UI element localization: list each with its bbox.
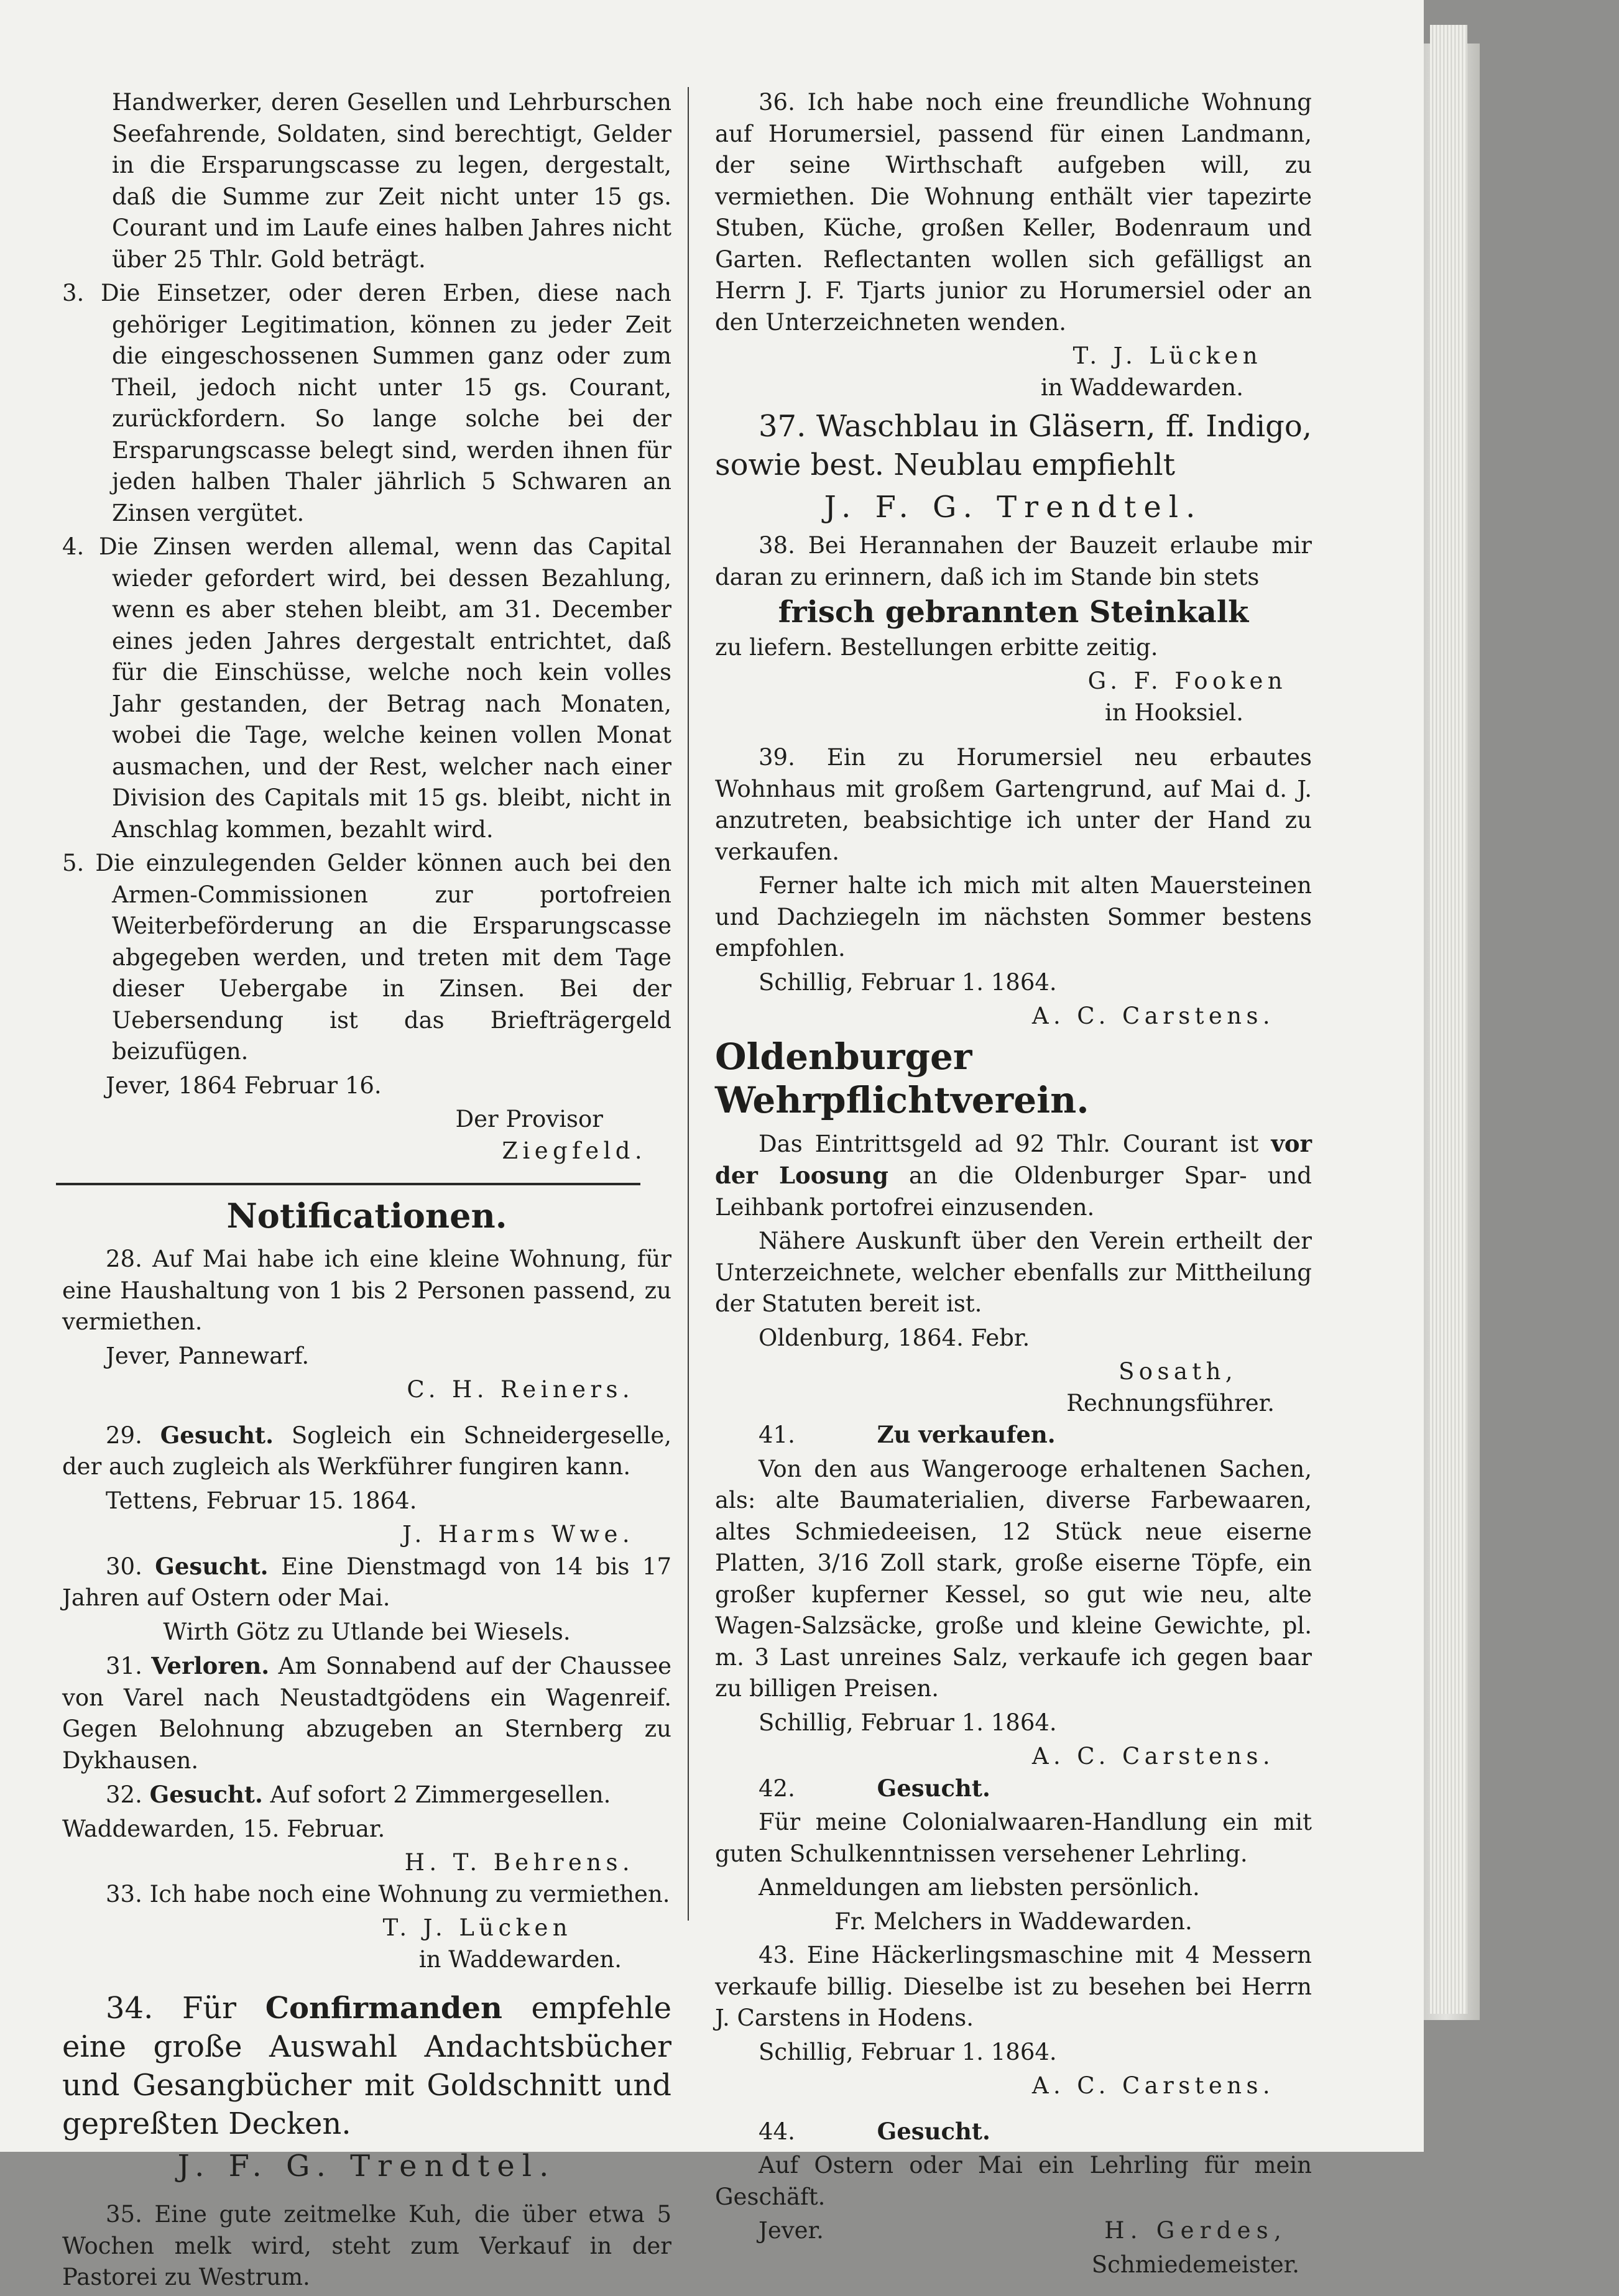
notice-42-b: Anmeldungen am liebsten persönlich. <box>759 1874 1200 1901</box>
notice-headline: Gesucht. <box>877 2117 990 2145</box>
notice-headline: Gesucht. <box>160 1421 274 1449</box>
notice-42-title <box>715 1773 1312 1805</box>
notice-41: Von den aus Wangerooge erhaltenen Sachen, als: alte Baumaterialien, diverse Farbewaaren, altes Schmiedeeisen, 12 Stück neue eiserne Platten, 3/16 Zoll stark, große eiserne Töpfe, ein großer kupferner Kessel, so gut wie neu, alte Wagen-Salzsäcke, große und kleine Gewichte, pl. m. 3 Last unreines Salz, verkaufe ich gegen baar zu billigen Preisen. <box>715 1455 1312 1702</box>
notice-number: 30. <box>106 1553 142 1580</box>
verein-text: Das Eintrittsgeld ad 92 Thlr. Courant ist <box>759 1130 1259 1157</box>
notice-35: 35. Eine gute zeitmelke Kuh, die über etwa 5 Wochen melk wird, steht zum Verkauf in der Pastorei zu Westrum. <box>62 2201 671 2290</box>
paragraph-3: 3. Die Einsetzer, oder deren Erben, diese nach gehöriger Legitimation, können zu jeder Zeit die eingeschossenen Summen ganz oder zum Theil, jedoch nicht unter 15 gs. Courant, zurückfordern. So lange solche bei der Ersparungscasse belegt sind, werden ihnen für jeden halben Thaler jährlich 5 Schwaren an Zinsen vergütet. <box>62 280 671 526</box>
notice-33: 33. Ich habe noch eine Wohnung zu vermiethen. <box>106 1880 670 1908</box>
notice-44-role: Schmiedemeister. <box>1091 2251 1299 2278</box>
notice-44: Auf Ostern oder Mai ein Lehrling für mein Geschäft. <box>715 2152 1312 2210</box>
notice-42-signature: Fr. Melchers in Waddewarden. <box>834 1908 1192 1935</box>
notice-text: Auf sofort 2 Zimmergesellen. <box>270 1781 611 1808</box>
signature-title: Der Provisor <box>455 1106 603 1132</box>
notice-headline: Gesucht. <box>149 1781 263 1808</box>
notice-36: 36. Ich habe noch eine freundliche Wohnung auf Horumersiel, passend für einen Landmann, der seine Wirthschaft aufgeben will, zu vermiethen. Die Wohnung enthält vier tapezirte Stuben, Küche, großen Keller, Bodenraum und Garten. Reflectanten wollen sich gefälligst an Herrn J. F. Tjarts junior zu Horumersiel oder an den Unterzeichneten wenden. <box>715 89 1312 336</box>
notice-29-place: Tettens, Februar 15. 1864. <box>106 1487 417 1514</box>
notice-29-signature: J. Harms Wwe. <box>402 1521 634 1548</box>
verein-paragraph-2: Nähere Auskunft über den Verein ertheilt der Unterzeichnete, welcher ebenfalls zur Mittheilung der Statuten bereit ist. <box>715 1228 1312 1317</box>
notice-headline: Confirmanden <box>265 1991 502 2026</box>
paragraph-4: 4. Die Zinsen werden allemal, wenn das Capital wieder gefordert wird, bei dessen Bezahlung, wenn es aber stehen bleibt, am 31. December eines jeden Jahres dergestalt entrichtet, daß für die Einschüsse, welche noch kein volles Jahr gestanden, der Betrag nach Monaten, wobei die Tage, welche keinen vollen Monat ausmachen, und der Rest, welcher nach einer Division des Capitals mit 15 gs. bleibt, nicht in Anschlag kommen, bezahlt wird. <box>62 533 671 843</box>
verein-text: an die Oldenburger Spar- und Leihbank portofrei einzusenden. <box>715 1162 1312 1221</box>
notice-41-signature: A. C. Carstens. <box>1031 1743 1275 1770</box>
notice-text: Sogleich ein Schneidergeselle, der auch zugleich als Werkführer fungiren kann. <box>62 1421 671 1480</box>
column-divider <box>688 87 689 1921</box>
notice-36-place: in Waddewarden. <box>1040 374 1243 401</box>
notice-38-signature: G. F. Fooken <box>1087 668 1287 694</box>
notice-43-place: Schillig, Februar 1. 1864. <box>759 2038 1057 2065</box>
notice-number: 44. <box>759 2118 795 2145</box>
notice-38: 38. Bei Herannahen der Bauzeit erlaube mir daran zu erinnern, daß ich im Stande bin stets <box>715 532 1312 590</box>
signature-name: Ziegfeld. <box>502 1137 647 1164</box>
notice-number: 31. <box>106 1653 142 1679</box>
verein-place: Oldenburg, 1864. Febr. <box>759 1324 1030 1351</box>
notice-30 <box>62 1551 671 1614</box>
notice-41-title <box>715 1419 1312 1451</box>
notice-44-place <box>715 2215 1312 2247</box>
section-heading: Notificationen. <box>226 1196 507 1236</box>
notice-39-place: Schillig, Februar 1. 1864. <box>759 968 1057 996</box>
notice-34-signature: J. F. G. Trendtel. <box>177 2149 556 2183</box>
notice-number: 29. <box>106 1421 142 1449</box>
paragraph-5: 5. Die einzulegenden Gelder können auch bei den Armen-Commissionen zur portofreien Weiterbeförderung an die Ersparungscasse abgegeben werden, und treten mit dem Tage dieser Uebergabe in Zinsen. Bei der Uebersendung ist das Briefträgergeld beizufügen. <box>62 850 671 1065</box>
notice-44-signature: H. Gerdes, <box>1104 2217 1287 2244</box>
notice-headline: Gesucht. <box>877 1774 990 1802</box>
notice-text: Eine Dienstmagd von 14 bis 17 Jahren auf Ostern oder Mai. <box>62 1553 671 1611</box>
paragraph-continued: Handwerker, deren Gesellen und Lehrburschen Seefahrende, Soldaten, sind berechtigt, Gelder in die Ersparungscasse zu legen, dergestalt, daß die Summe zur Zeit nicht unter 15 gs. Courant und im Laufe eines halben Jahres nicht über 25 Thlr. Gold beträgt. <box>112 89 671 273</box>
notice-headline: Verloren. <box>151 1652 270 1679</box>
notice-39: 39. Ein zu Horumersiel neu erbautes Wohnhaus mit großem Gartengrund, auf Mai d. J. anzutreten, beabsichtige ich unter der Hand zu verkaufen. <box>715 744 1312 865</box>
notice-41-place: Schillig, Februar 1. 1864. <box>759 1709 1057 1736</box>
notice-32 <box>62 1779 671 1811</box>
notice-32-signature: H. T. Behrens. <box>404 1849 634 1876</box>
notice-text: Am Sonnabend auf der Chaussee von Varel nach Neustadtgödens ein Wagenreif. Gegen Belohnung abzugeben an Sternberg zu Dykhausen. <box>62 1653 672 1774</box>
notice-38-tail: zu liefern. Bestellungen erbitte zeitig. <box>715 633 1158 661</box>
notice-39-b: Ferner halte ich mich mit alten Mauersteinen und Dachziegeln im nächsten Sommer bestens empfohlen. <box>715 872 1312 962</box>
book-page-edges <box>1430 25 1467 2014</box>
notice-44-town: Jever. <box>759 2217 824 2244</box>
notice-43: 43. Eine Häckerlingsmaschine mit 4 Messern verkaufe billig. Dieselbe ist zu besehen bei Herrn J. Carstens in Hodens. <box>715 1942 1312 2031</box>
notice-31 <box>62 1650 671 1776</box>
notice-43-signature: A. C. Carstens. <box>1031 2072 1275 2099</box>
notice-28-place: Jever, Pannewarf. <box>106 1342 310 1369</box>
notice-37-signature: J. F. G. Trendtel. <box>824 490 1203 525</box>
notice-text: empfehle eine große Auswahl Andachtsbücher und Gesangbücher mit Goldschnitt und gepreßten Decken. <box>62 1991 672 2141</box>
notice-headline: Zu verkaufen. <box>877 1421 1056 1448</box>
notice-28: 28. Auf Mai habe ich eine kleine Wohnung, für eine Haushaltung von 1 bis 2 Personen passend, zu vermiethen. <box>62 1246 671 1335</box>
right-column <box>715 87 1312 2280</box>
notice-29 <box>62 1420 671 1483</box>
notice-38-highlight: frisch gebrannten Steinkalk <box>778 595 1249 630</box>
notice-number: 41. <box>759 1421 795 1448</box>
notice-42: Für meine Colonialwaaren-Handlung ein mit guten Schulkenntnissen versehener Lehrling. <box>715 1809 1312 1867</box>
notice-39-signature: A. C. Carstens. <box>1031 1003 1275 1029</box>
notice-text: 34. Für <box>106 1991 237 2026</box>
date-line: Jever, 1864 Februar 16. <box>106 1072 382 1099</box>
notice-37: 37. Waschblau in Gläsern, ff. Indigo, sowie best. Neublau empfiehlt <box>715 409 1312 482</box>
notice-44-title <box>715 2116 1312 2148</box>
notice-number: 32. <box>106 1781 142 1808</box>
notice-33-signature: T. J. Lücken <box>382 1914 572 1941</box>
verein-role: Rechnungsführer. <box>1066 1389 1275 1417</box>
notice-34 <box>62 1989 671 2143</box>
notice-30-signature: Wirth Götz zu Utlande bei Wiesels. <box>163 1618 571 1645</box>
verein-heading: Oldenburger Wehrpflichtverein. <box>715 1035 1089 1121</box>
verein-paragraph-1 <box>715 1128 1312 1224</box>
notice-36-signature: T. J. Lücken <box>1072 342 1262 369</box>
notice-number: 42. <box>759 1775 795 1802</box>
left-column <box>62 87 671 2296</box>
notice-32-place: Waddewarden, 15. Februar. <box>62 1815 385 1842</box>
notice-38-place: in Hooksiel. <box>1105 699 1243 726</box>
notice-28-signature: C. H. Reiners. <box>407 1376 634 1403</box>
notice-33-place: in Waddewarden. <box>418 1945 622 1973</box>
notice-headline: Gesucht. <box>155 1552 269 1580</box>
verein-emphasis: vor der Loosung <box>715 1129 1312 1189</box>
verein-signature: Sosath, <box>1119 1358 1237 1385</box>
section-rule <box>56 1183 640 1185</box>
